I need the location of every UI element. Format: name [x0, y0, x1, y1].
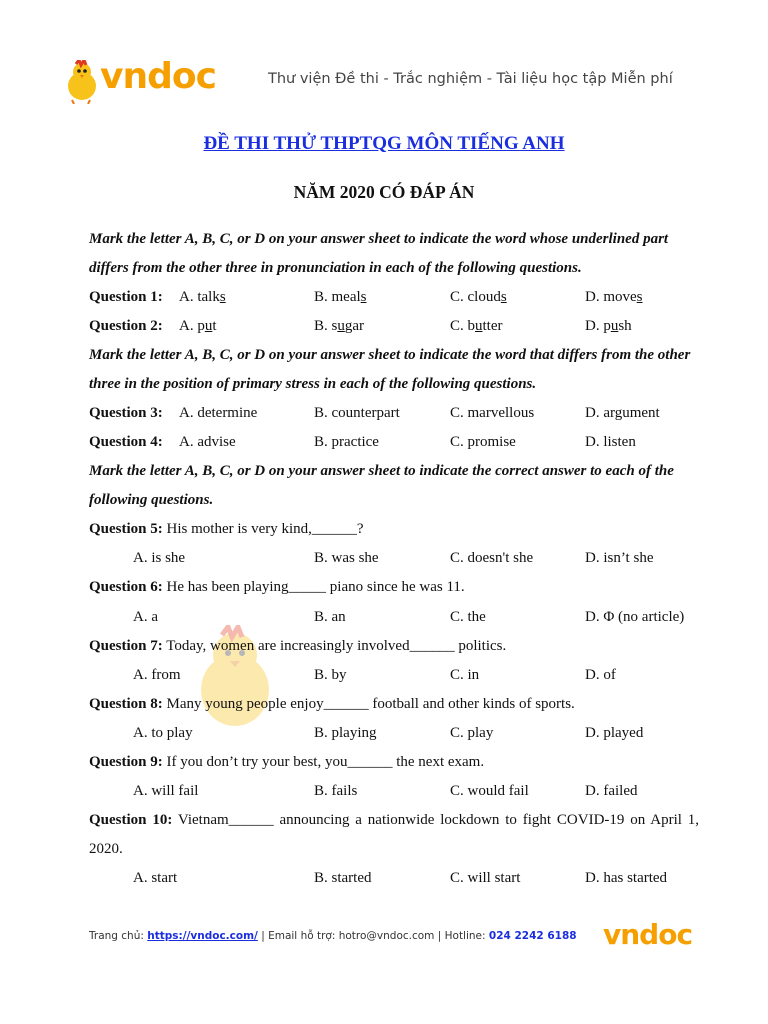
footer-hotline[interactable]: 024 2242 6188: [488, 930, 577, 942]
option-c[interactable]: C. butter: [450, 318, 503, 334]
question-7-options: [89, 661, 709, 690]
option-a[interactable]: A. talks: [179, 289, 226, 305]
option-b[interactable]: B. was she: [314, 550, 379, 566]
question-label: Question 3:: [89, 405, 163, 421]
option-b[interactable]: B. meals: [314, 289, 367, 305]
option-d[interactable]: D. moves: [585, 289, 643, 305]
question-text: Many young people enjoy______ football and other kinds of sports.: [166, 696, 575, 712]
option-d[interactable]: D. played: [585, 725, 644, 741]
option-b[interactable]: B. counterpart: [314, 405, 400, 421]
footer-home-label: Trang chủ:: [89, 930, 144, 942]
option-c[interactable]: C. in: [450, 667, 480, 683]
question-label: Question 1:: [89, 289, 163, 305]
option-c[interactable]: C. would fail: [450, 783, 529, 799]
option-a[interactable]: A. advise: [179, 434, 236, 450]
question-6-options: [89, 603, 709, 632]
option-c[interactable]: C. will start: [450, 870, 521, 886]
question-text: Today, women are increasingly involved______ politics.: [166, 638, 507, 654]
question-label: Question 5:: [89, 521, 163, 537]
option-d[interactable]: D. has started: [585, 870, 668, 886]
question-label: Question 4:: [89, 434, 163, 450]
question-label: Question 7:: [89, 638, 163, 654]
page-title: ĐỀ THI THỬ THPTQG MÔN TIẾNG ANH: [203, 133, 565, 154]
page-footer: [89, 930, 577, 942]
option-d[interactable]: D. isn’t she: [585, 550, 654, 566]
option-d[interactable]: D. Φ (no article): [585, 609, 685, 625]
question-4: [89, 428, 709, 457]
option-b[interactable]: B. an: [314, 609, 346, 625]
option-a[interactable]: A. start: [133, 870, 178, 886]
option-d[interactable]: D. failed: [585, 783, 638, 799]
option-a[interactable]: A. from: [133, 667, 181, 683]
option-d[interactable]: D. listen: [585, 434, 636, 450]
option-c[interactable]: C. doesn't she: [450, 550, 534, 566]
option-a[interactable]: A. to play: [133, 725, 193, 741]
option-b[interactable]: B. fails: [314, 783, 358, 799]
option-d[interactable]: D. argument: [585, 405, 660, 421]
question-5-options: [89, 544, 709, 573]
option-b[interactable]: B. by: [314, 667, 347, 683]
option-a[interactable]: A. will fail: [133, 783, 199, 799]
option-d[interactable]: D. push: [585, 318, 632, 334]
question-text: He has been playing_____ piano since he was 11.: [166, 579, 465, 595]
option-b[interactable]: B. started: [314, 870, 372, 886]
option-c[interactable]: C. play: [450, 725, 494, 741]
question-text: His mother is very kind,______?: [166, 521, 364, 537]
option-b[interactable]: B. practice: [314, 434, 379, 450]
instruction-correct-answer: Mark the letter A, B, C, or D on your answer sheet to indicate the correct answer to each of the following questions.: [89, 463, 674, 508]
option-a[interactable]: A. determine: [179, 405, 258, 421]
question-label: Question 8:: [89, 696, 163, 712]
logo-wordmark: vndoc: [100, 56, 216, 97]
chick-mascot-icon: [62, 60, 102, 104]
footer-email: | Email hỗ trợ: hotro@vndoc.com | Hotline:: [261, 930, 486, 942]
instruction-stress: Mark the letter A, B, C, or D on your answer sheet to indicate the word that differs from the other three in the position of primary stress in each of the following questions.: [89, 347, 691, 392]
question-text: Vietnam______ announcing a nationwide lockdown to fight COVID-19 on April 1, 2020.: [89, 812, 699, 857]
question-8: [89, 690, 709, 719]
option-a[interactable]: A. a: [133, 609, 158, 625]
question-label: Question 10:: [89, 812, 173, 828]
vndoc-logo[interactable]: [62, 56, 216, 104]
option-b[interactable]: B. sugar: [314, 318, 364, 334]
question-8-options: [89, 719, 709, 748]
header-tagline: Thư viện Đề thi - Trắc nghiệm - Tài liệu học tập Miễn phí: [268, 71, 673, 87]
option-c[interactable]: C. marvellous: [450, 405, 535, 421]
option-b[interactable]: B. playing: [314, 725, 377, 741]
footer-logo[interactable]: vndoc: [603, 918, 693, 951]
question-10-options: [89, 864, 709, 893]
option-d[interactable]: D. of: [585, 667, 616, 683]
question-2: [89, 312, 709, 341]
question-1: [89, 283, 709, 312]
question-text: If you don’t try your best, you______ the next exam.: [166, 754, 485, 770]
instruction-pronunciation: Mark the letter A, B, C, or D on your answer sheet to indicate the word whose underlined part differs from the other three in pronunciation in each of the following questions.: [89, 231, 669, 276]
question-label: Question 2:: [89, 318, 163, 334]
option-c[interactable]: C. promise: [450, 434, 516, 450]
question-10: [89, 806, 699, 864]
question-9-options: [89, 777, 709, 806]
question-label: Question 6:: [89, 579, 163, 595]
question-3: [89, 399, 709, 428]
question-5: [89, 515, 709, 544]
footer-home-link[interactable]: https://vndoc.com/: [147, 930, 258, 942]
question-7: [89, 632, 709, 661]
question-6: [89, 573, 709, 602]
page-subtitle: NĂM 2020 CÓ ĐÁP ÁN: [293, 182, 475, 202]
option-c[interactable]: C. clouds: [450, 289, 507, 305]
question-label: Question 9:: [89, 754, 163, 770]
option-c[interactable]: C. the: [450, 609, 486, 625]
option-a[interactable]: A. is she: [133, 550, 186, 566]
option-a[interactable]: A. put: [179, 318, 217, 334]
question-9: [89, 748, 709, 777]
